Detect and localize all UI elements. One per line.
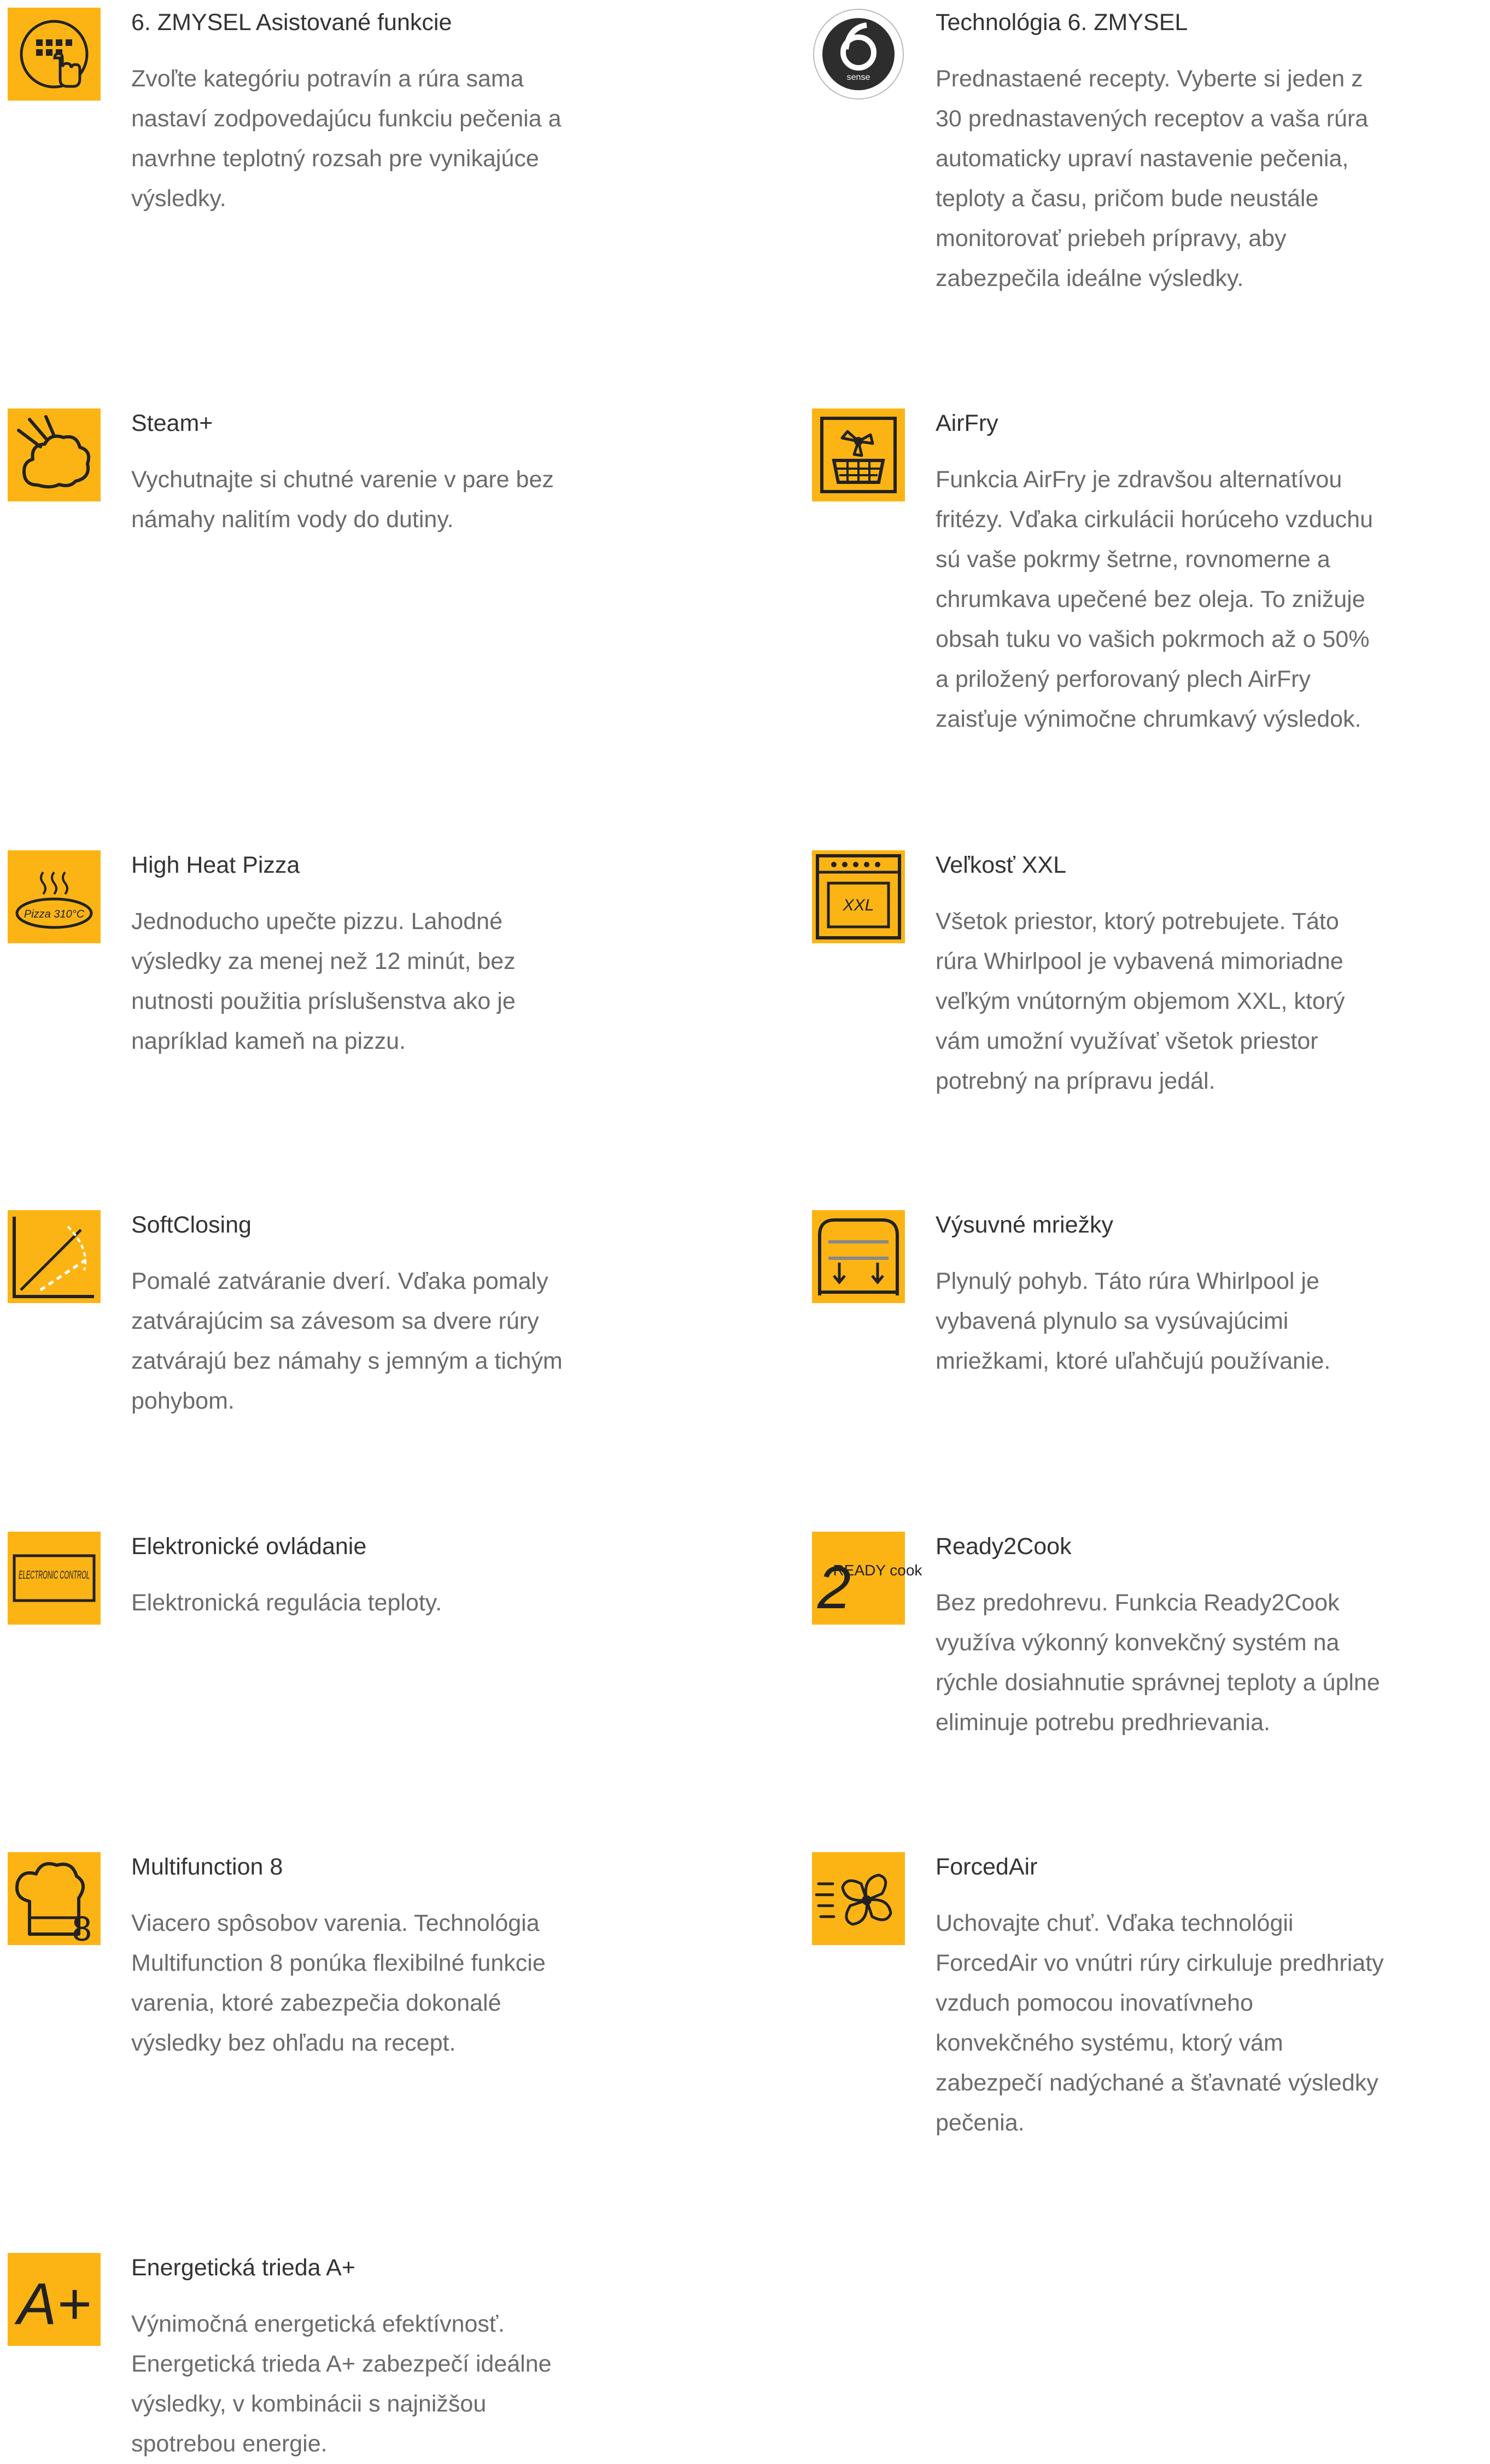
feature-description: Bez predohrevu. Funkcia Ready2Cook využíva výkonný konvekčný systém na rýchle dosiahnutie správnej teploty a úplne eliminuje potrebu predhrievania. [936,1590,1380,1736]
pizza-icon [8,850,101,943]
pizza-label: Pizza 310°C [24,908,85,920]
feature-description: Viacero spôsobov varenia. Technológia Multifunction 8 ponúka flexibilné funkcie varenia, ktoré zabezpečia dokonalé výsledky bez ohľadu na recept. [131,1910,546,2056]
feature-description: Plynulý pohyb. Táto rúra Whirlpool je vybavená plynulo sa vysúvajúcimi mriežkami, ktoré uľahčujú používanie. [936,1268,1331,1374]
electronic-control-label: ELECTRONIC CONTROL [19,1569,90,1581]
feature-title: Energetická trieda A+ [131,2255,355,2281]
feature-description: Pomalé zatváranie dverí. Vďaka pomaly zatvárajúcim sa závesom sa dvere rúry zatvárajú bez námahy s jemným a tichým pohybom. [131,1268,563,1414]
ready2cook-label: READY cook [833,1562,922,1579]
feature-title: Výsuvné mriežky [936,1212,1113,1238]
feature-title: Steam+ [131,410,213,436]
feature-title: Elektronické ovládanie [131,1533,367,1560]
feature-description: Jednoducho upečte pizzu. Lahodné výsledky za menej než 12 minút, bez nutnosti použitia príslušenstva ako je napríklad kameň na pizzu. [131,908,516,1054]
feature-title: Multifunction 8 [131,1854,283,1880]
xxl-oven-icon [812,850,905,943]
soft-closing-icon [8,1210,101,1303]
feature-title: ForcedAir [936,1854,1038,1880]
feature-title: SoftClosing [131,1212,252,1238]
logo-text: sense [846,73,870,82]
feature-title: AirFry [936,410,998,436]
feature-description: Uchovajte chuť. Vďaka technológii ForcedAir vo vnútri rúry cirkuluje predhriaty vzduch pomocou inovatívneho konvekčného systému, ktorý vám zabezpečí nadýchané a šťavnaté výsledky pečenia. [936,1910,1384,2136]
feature-title: 6. ZMYSEL Asistované funkcie [131,9,452,36]
feature-description: Prednastaené recepty. Vyberte si jeden z 30 prednastavených receptov a vaša rúra automaticky upraví nastavenie pečenia, teploty a času, pričom bude neustále monitorovať priebeh prípravy, aby zabezpečila ideálne výsledky. [936,66,1369,291]
feature-description: Vychutnajte si chutné varenie v pare bez námahy nalitím vody do dutiny. [131,466,554,533]
telescopic-rails-icon [812,1210,905,1303]
ready2cook-icon [812,1532,922,1625]
feature-description: Zvoľte kategóriu potravín a rúra sama nastaví zodpovedajúcu funkciu pečenia a navrhne teplotný rozsah pre vynikajúce výsledky. [131,66,562,212]
electronic-control-icon [8,1532,101,1625]
feature-title: Veľkosť XXL [936,852,1067,878]
multifunction-8-icon [8,1852,101,1948]
steam-icon [8,408,101,501]
sixth-sense-logo-icon [812,8,905,101]
energy-class-label: A+ [17,2270,91,2337]
feature-title: High Heat Pizza [131,852,300,878]
feature-description: Výnimočná energetická efektívnosť. Energetická trieda A+ zabezpečí ideálne výsledky, v kombinácii s najnižšou spotrebou energie. [131,2311,552,2457]
feature-title: Technológia 6. ZMYSEL [936,9,1188,36]
feature-description: Všetok priestor, ktorý potrebujete. Táto rúra Whirlpool je vybavená mimoriadne veľkým vnútorným objemom XXL, ktorý vám umožní využívať všetok priestor potrebný na prípravu jedál. [936,908,1345,1094]
airfry-icon [812,408,905,501]
feature-description: Funkcia AirFry je zdravšou alternatívou fritézy. Vďaka cirkulácii horúceho vzduchu sú vaše pokrmy šetrne, rovnomerne a chrumkava upečené bez oleja. To znižuje obsah tuku vo vašich pokrmoch až o 50% a priložený perforovaný plech AirFry zaisťuje výnimočne chrumkavý výsledok. [936,466,1373,732]
assisted-functions-icon [8,8,101,101]
svg-text:2: 2 [817,1554,851,1621]
svg-text:8: 8 [72,1909,92,1948]
energy-class-icon [8,2253,101,2346]
xxl-label: XXL [843,896,874,914]
feature-title: Ready2Cook [936,1533,1072,1560]
forced-air-fan-icon [812,1852,905,1945]
feature-description: Elektronická regulácia teploty. [131,1590,442,1616]
